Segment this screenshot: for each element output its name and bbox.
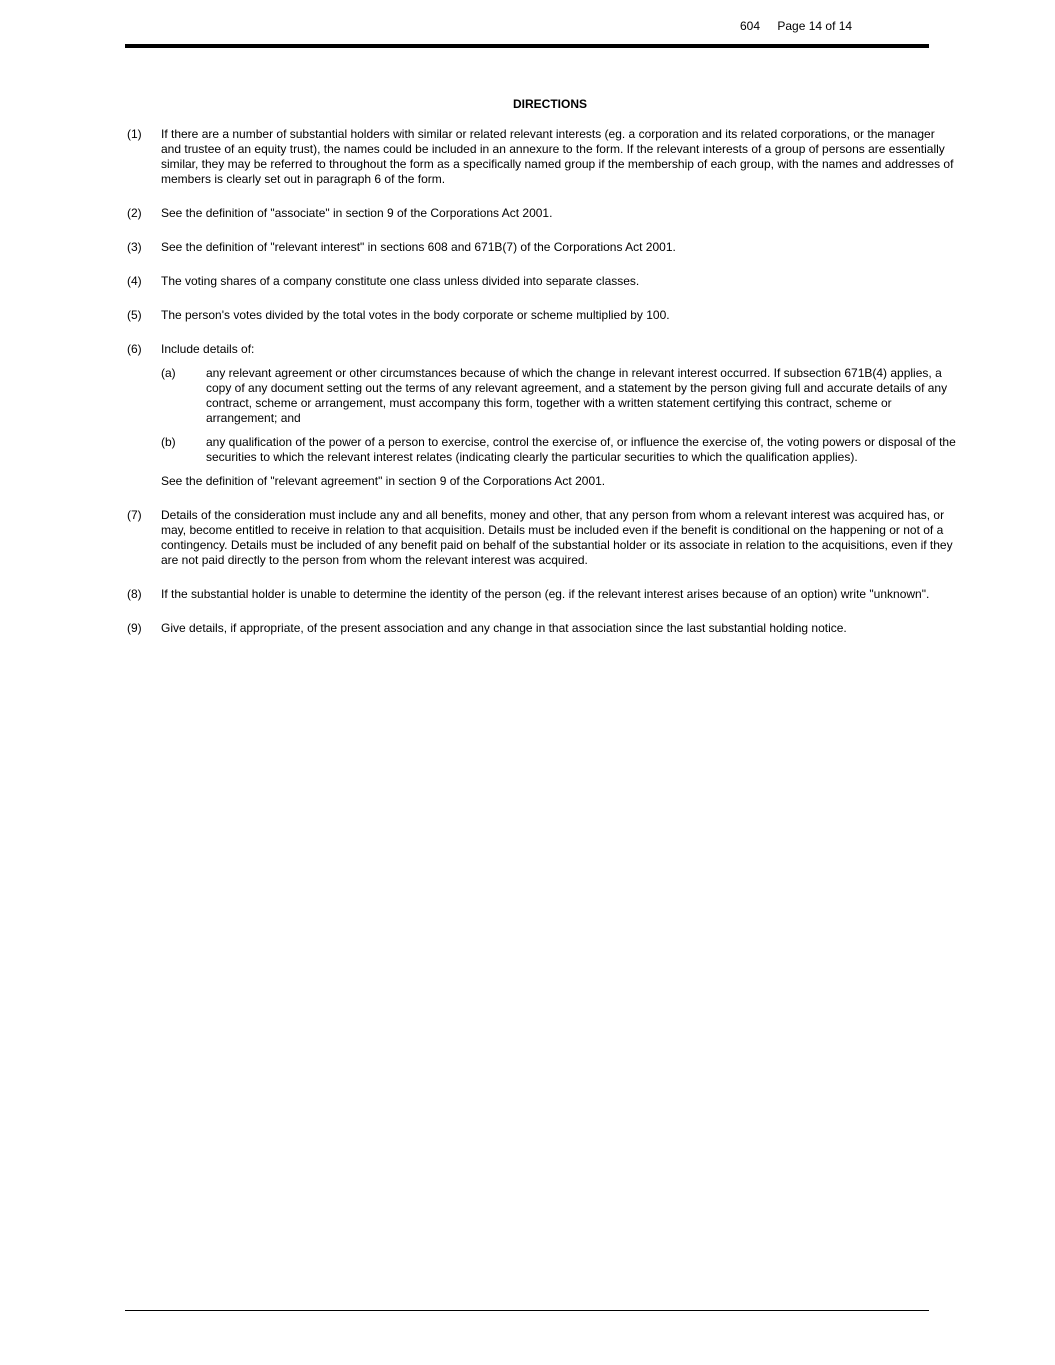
sub-item-letter: (b) bbox=[161, 435, 176, 449]
item-text: See the definition of "relevant interest" in sections 608 and 671B(7) of the Corporations Act 2001. bbox=[161, 240, 676, 254]
item-number: (7) bbox=[127, 508, 142, 522]
item-text: The voting shares of a company constitute one class unless divided into separate classes. bbox=[161, 274, 640, 288]
item-text: Include details of: bbox=[161, 342, 255, 356]
item-number: (8) bbox=[127, 587, 142, 601]
item-number: (3) bbox=[127, 240, 142, 254]
item-text: See the definition of "associate" in section 9 of the Corporations Act 2001. bbox=[161, 206, 553, 220]
direction-item-5 bbox=[127, 308, 957, 323]
item-number: (1) bbox=[127, 127, 142, 141]
header-rule bbox=[125, 44, 929, 48]
item-number: (4) bbox=[127, 274, 142, 288]
sub-item-text: any qualification of the power of a person to exercise, control the exercise of, or influence the exercise of, the voting powers or disposal of the securities to which the relevant interest relates (indicating clearly the particular securities to which the qualification applies). bbox=[206, 435, 956, 464]
direction-item-4 bbox=[127, 274, 957, 289]
item-text: Details of the consideration must include any and all benefits, money and other, that any person from whom a relevant interest was acquired has, or may, become entitled to receive in relation to that acquisition. Details must be included even if the benefit is conditional on the happening or not of a contingency. Details must be included of any benefit paid on behalf of the substantial holder or its associate in relation to the acquisitions, even if they are not paid directly to the person from whom the relevant interest was acquired. bbox=[161, 508, 953, 567]
sub-item-b bbox=[161, 435, 957, 465]
item-number: (9) bbox=[127, 621, 142, 635]
direction-item-6 bbox=[127, 342, 957, 489]
footer-rule bbox=[125, 1310, 929, 1311]
page-number: Page 14 of 14 bbox=[777, 19, 853, 33]
item-note: See the definition of "relevant agreement" in section 9 of the Corporations Act 2001. bbox=[161, 474, 606, 488]
page-title: DIRECTIONS bbox=[512, 97, 587, 111]
item-text: The person's votes divided by the total votes in the body corporate or scheme multiplied by 100. bbox=[161, 308, 670, 322]
sub-item-text: any relevant agreement or other circumstances because of which the change in relevant interest occurred. If subsection 671B(4) applies, a copy of any document setting out the terms of any relevant agreement, and a statement by the person giving full and accurate details of any contract, scheme or arrangement, must accompany this form, together with a written statement certifying this contract, scheme or arrangement; and bbox=[206, 366, 948, 425]
direction-item-8 bbox=[127, 587, 957, 602]
form-number: 604 bbox=[740, 19, 761, 33]
sub-item-a bbox=[161, 366, 957, 426]
item-text: If there are a number of substantial holders with similar or related relevant interests (eg. a corporation and its related corporations, or the manager and trustee of an equity trust), the names could be included in an annexure to the form. If the relevant interests of a group of persons are essentially similar, they may be referred to throughout the form as a specifically named group if the membership of each group, with the names and addresses of members is clearly set out in paragraph 6 of the form. bbox=[161, 127, 954, 186]
direction-item-9 bbox=[127, 621, 957, 636]
item-text: If the substantial holder is unable to determine the identity of the person (eg. if the relevant interest arises because of an option) write "unknown". bbox=[161, 587, 930, 601]
direction-item-3 bbox=[127, 240, 957, 255]
direction-item-7 bbox=[127, 508, 957, 568]
item-number: (5) bbox=[127, 308, 142, 322]
sub-item-letter: (a) bbox=[161, 366, 176, 380]
direction-item-1 bbox=[127, 127, 957, 187]
direction-item-2 bbox=[127, 206, 957, 221]
directions-list bbox=[127, 127, 957, 655]
page-header bbox=[740, 19, 852, 33]
item-number: (2) bbox=[127, 206, 142, 220]
item-text: Give details, if appropriate, of the present association and any change in that association since the last substantial holding notice. bbox=[161, 621, 847, 635]
item-number: (6) bbox=[127, 342, 142, 356]
